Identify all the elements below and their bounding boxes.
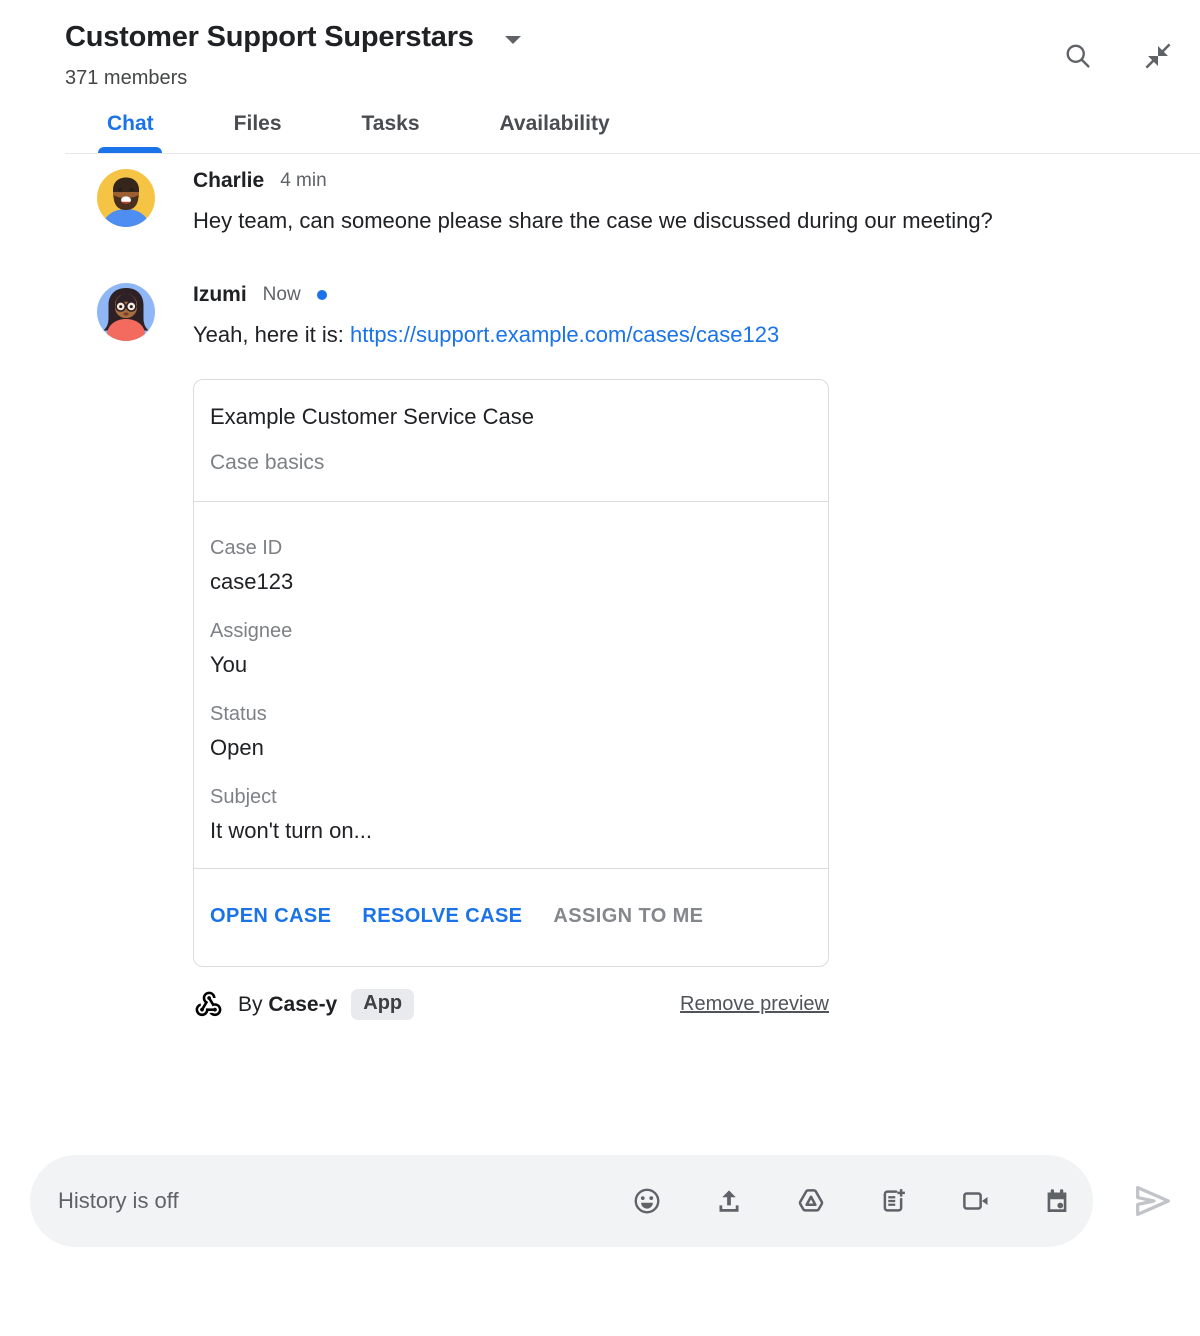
message-time: Now [262,284,301,305]
field-subject: Subject It won't turn on... [210,786,372,843]
message-charlie [97,169,1200,241]
card-title: Example Customer Service Case [210,404,535,429]
assign-to-me-button[interactable]: ASSIGN TO ME [553,905,704,927]
tab-availability[interactable]: Availability [499,112,610,135]
caret-down-icon[interactable] [502,33,524,47]
case-preview-card [193,379,829,967]
avatar-charlie[interactable] [97,169,155,227]
upload-icon[interactable] [713,1185,745,1217]
tab-chat[interactable]: Chat [107,112,154,153]
field-status: Status Open [210,703,267,760]
message-list [0,169,1200,1020]
avatar-izumi[interactable] [97,283,155,341]
room-tabs [65,112,1200,154]
message-text: Yeah, here it is: https://support.example.com/cases/case123 [193,322,780,347]
emoji-icon[interactable] [631,1185,663,1217]
room-title: Customer Support Superstars [65,21,474,53]
case-link[interactable]: https://support.example.com/cases/case123 [349,322,780,347]
search-icon[interactable] [1062,40,1094,72]
video-call-icon[interactable] [959,1185,991,1217]
field-case-id: Case ID case123 [210,537,294,594]
drive-icon[interactable] [795,1185,827,1217]
tab-files[interactable]: Files [233,112,282,135]
resolve-case-button[interactable]: RESOLVE CASE [362,905,523,927]
app-name: Case-y [268,992,338,1016]
tab-tasks[interactable]: Tasks [361,112,420,135]
add-note-icon[interactable] [877,1185,909,1217]
open-case-button[interactable]: OPEN CASE [210,905,332,927]
calendar-icon[interactable] [1041,1185,1073,1217]
member-count: 371 members [65,67,188,89]
app-byline: By Case-y [238,992,338,1016]
app-badge: App [351,989,414,1020]
message-author[interactable]: Izumi [193,283,247,306]
collapse-icon[interactable] [1142,40,1174,72]
room-header [0,0,1200,154]
message-author[interactable]: Charlie [193,169,265,192]
unread-dot [317,290,327,300]
message-izumi [97,283,1200,1020]
field-assignee: Assignee You [210,620,293,677]
send-icon[interactable] [1128,1176,1178,1226]
remove-preview-link[interactable]: Remove preview [680,993,829,1015]
compose-bar[interactable] [30,1155,1093,1247]
card-footer [193,989,829,1020]
active-tab-indicator [98,147,162,153]
card-subtitle: Case basics [210,451,325,474]
message-input[interactable]: History is off [58,1188,179,1213]
message-text: Hey team, can someone please share the case we discussed during our meeting? [193,208,993,233]
message-time: 4 min [280,170,327,191]
webhook-icon [193,989,224,1020]
